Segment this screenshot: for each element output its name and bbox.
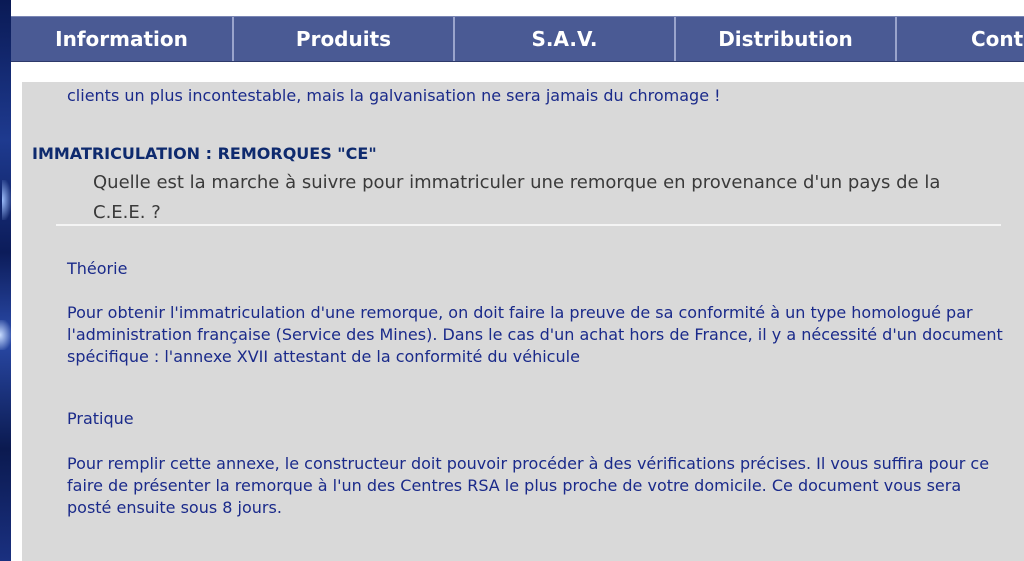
pratique-paragraph: Pour remplir cette annexe, le constructeur doit pouvoir procéder à des vérifications précises. Il vous suffira pour ce faire de présenter la remorque à l'un des Centres RSA le plus proche de votre domicile. Ce document vous sera posté ensuite sous 8 jours. [67, 454, 990, 517]
question-text: Quelle est la marche à suivre pour immatriculer une remorque en provenance d'un pays de la C.E.E. ? [93, 172, 941, 223]
nav-item-produits[interactable]: Produits [234, 17, 455, 61]
light-glow [0, 320, 11, 350]
decorative-side-strip [0, 0, 11, 561]
section-heading: IMMATRICULATION : REMORQUES "CE" [32, 144, 377, 163]
nav-item-distribution[interactable]: Distribution [676, 17, 897, 61]
intro-text: clients un plus incontestable, mais la galvanisation ne sera jamais du chromage ! [67, 86, 721, 105]
nav-item-contact[interactable]: Cont [971, 27, 1023, 51]
divider [56, 224, 1001, 226]
nav-item-information[interactable]: Information [11, 17, 234, 61]
light-glow [2, 180, 11, 220]
content-panel [22, 82, 1024, 561]
theorie-label: Théorie [67, 259, 128, 278]
theorie-paragraph: Pour obtenir l'immatriculation d'une remorque, on doit faire la preuve de sa conformité à un type homologué par l'administration française (Service des Mines). Dans le cas d'un achat hors de France, il y a nécessité d'un document spécifique : l'annexe XVII attestant de la conformité du véhicule [67, 303, 1003, 366]
pratique-label: Pratique [67, 409, 134, 428]
top-navigation [11, 16, 1024, 62]
nav-item-sav[interactable]: S.A.V. [455, 17, 676, 61]
